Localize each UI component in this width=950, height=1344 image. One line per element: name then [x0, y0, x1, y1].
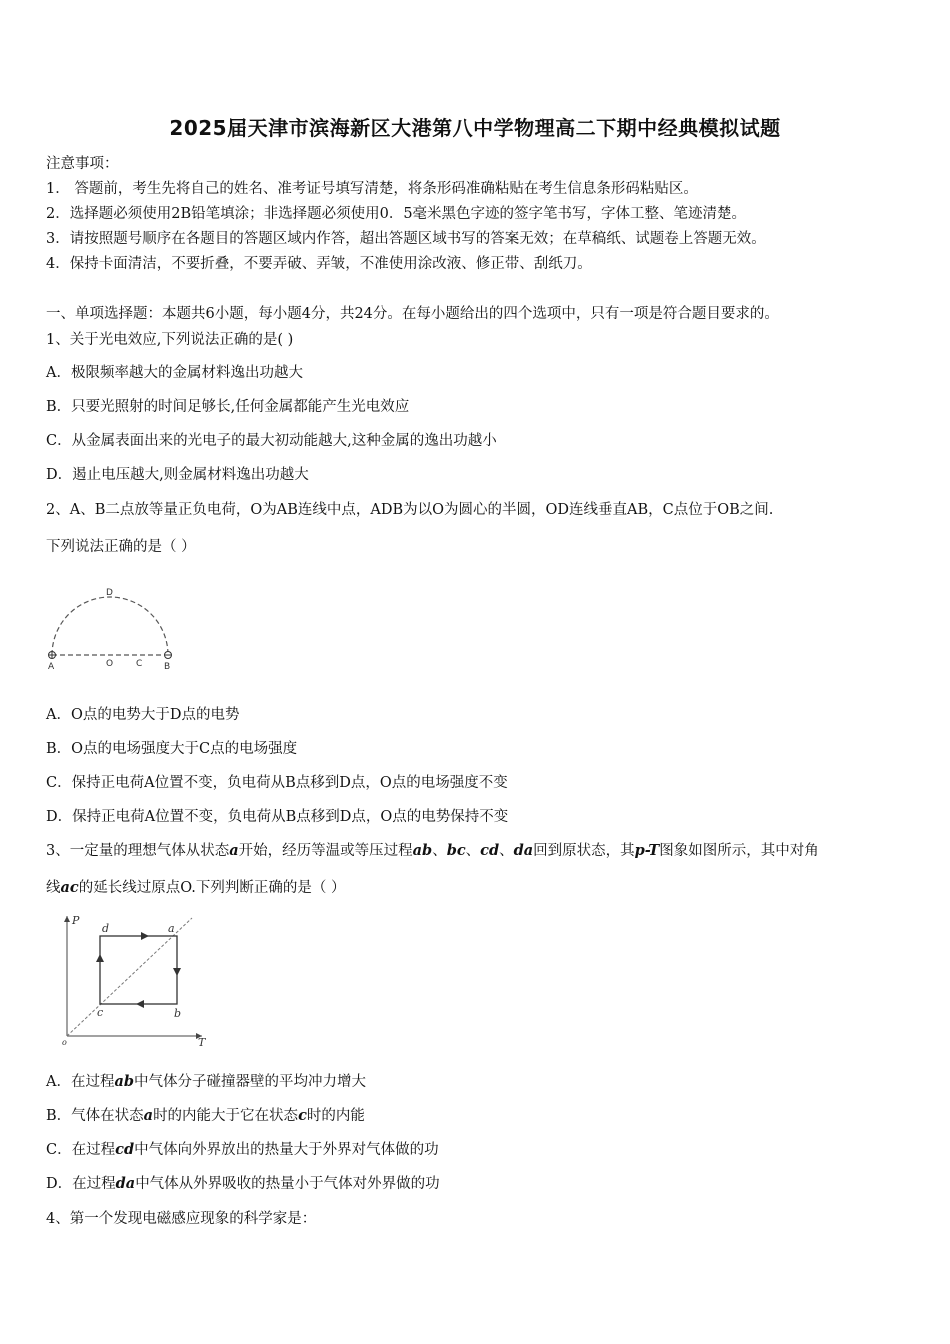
- question-2-stem-cont: 下列说法正确的是（ ）: [46, 539, 196, 555]
- q2-option-b: B．O点的电场强度大于C点的电场强度: [46, 741, 298, 757]
- q3-option-b: [46, 1104, 365, 1125]
- var-pt: p-T: [634, 842, 660, 859]
- var-ab: ab: [412, 842, 433, 859]
- var: a: [143, 1107, 154, 1124]
- var-cd: cd: [480, 842, 500, 859]
- stem-text: 线: [46, 880, 61, 896]
- var-a: a: [229, 842, 239, 859]
- option-text: 中气体向外界放出的热量大于外界对气体做的功: [134, 1142, 439, 1158]
- point-label-b: b: [174, 1007, 182, 1020]
- q2-option-c: C．保持正电荷A位置不变，负电荷从B点移到D点，O点的电场强度不变: [46, 775, 508, 791]
- origin-label: o: [62, 1038, 67, 1047]
- option-text: A．在过程: [46, 1074, 115, 1090]
- option-text: 中气体从外界吸收的热量小于气体对外界做的功: [135, 1176, 440, 1192]
- q1-option-c: C．从金属表面出来的光电子的最大初动能越大,这种金属的逸出功越小: [46, 433, 497, 449]
- label-o: O: [106, 659, 114, 669]
- note-item: 2．选择题必须使用2B铅笔填涂；非选择题必须使用0．5毫米黑色字迹的签字笔书写，字体工整、笔迹清楚。: [46, 206, 747, 222]
- point-label-d: d: [102, 922, 110, 935]
- pt-diagram-figure: [56, 912, 216, 1050]
- q1-option-d: D．遏止电压越大,则金属材料逸出功越大: [46, 467, 309, 483]
- sep: 、: [465, 843, 481, 859]
- q2-option-d: D．保持正电荷A位置不变，负电荷从B点移到D点，O点的电势保持不变: [46, 809, 509, 825]
- label-a: A: [48, 662, 55, 672]
- q1-option-b: B．只要光照射的时间足够长,任何金属都能产生光电效应: [46, 399, 410, 415]
- q3-option-a: [46, 1070, 366, 1091]
- q2-option-a: A．O点的电势大于D点的电势: [46, 707, 240, 723]
- axis-label-t: T: [198, 1036, 206, 1049]
- semicircle-charge-figure: [40, 576, 190, 676]
- var-da: da: [513, 842, 534, 859]
- var: ab: [114, 1073, 135, 1090]
- stem-text: 开始，经历等温或等压过程: [238, 843, 413, 859]
- stem-text: 回到原状态，其: [533, 843, 635, 859]
- option-text: 时的内能: [306, 1108, 365, 1124]
- var-ac: ac: [60, 879, 79, 896]
- point-label-a: a: [168, 922, 175, 935]
- question-3-stem: [46, 839, 819, 860]
- option-text: C．在过程: [46, 1142, 116, 1158]
- question-3-stem-cont: [46, 876, 346, 897]
- section-heading: 一、单项选择题：本题共6小题，每小题4分，共24分。在每小题给出的四个选项中，只有一项是符合题目要求的。: [46, 306, 779, 322]
- label-c: C: [136, 659, 143, 669]
- axis-label-p: P: [72, 914, 80, 927]
- question-1-stem: 1、关于光电效应,下列说法正确的是( ): [46, 332, 294, 348]
- label-b: B: [164, 662, 171, 672]
- note-item: 1． 答题前，考生先将自己的姓名、准考证号填写清楚，将条形码准确粘贴在考生信息条形码粘贴区。: [46, 181, 698, 197]
- q3-option-d: [46, 1172, 440, 1193]
- question-4-stem: 4、第一个发现电磁感应现象的科学家是：: [46, 1211, 317, 1227]
- stem-text: 图象如图所示，其中对角: [659, 843, 819, 859]
- option-text: D．在过程: [46, 1176, 116, 1192]
- option-text: 时的内能大于它在状态: [153, 1108, 299, 1124]
- stem-text: 的延长线过原点O.下列判断正确的是（ ）: [78, 880, 346, 896]
- var: da: [115, 1175, 136, 1192]
- note-item: 4．保持卡面清洁，不要折叠，不要弄破、弄皱，不准使用涂改液、修正带、刮纸刀。: [46, 256, 592, 272]
- var: c: [298, 1107, 307, 1124]
- label-d: D: [106, 588, 113, 598]
- var: cd: [115, 1141, 135, 1158]
- note-item: 3．请按照题号顺序在各题目的答题区域内作答，超出答题区域书写的答案无效；在草稿纸、试题卷上答题无效。: [46, 231, 766, 247]
- q1-option-a: A．极限频率越大的金属材料逸出功越大: [46, 365, 303, 381]
- option-text: B．气体在状态: [46, 1108, 144, 1124]
- var-bc: bc: [446, 842, 466, 859]
- point-label-c: c: [97, 1006, 104, 1019]
- notes-heading: 注意事项：: [46, 156, 119, 172]
- sep: 、: [499, 843, 514, 859]
- sep: 、: [432, 843, 447, 859]
- question-2-stem: 2、A、B二点放等量正负电荷，O为AB连线中点，ADB为以O为圆心的半圆，OD连线垂直AB，C点位于OB之间.: [46, 502, 774, 518]
- page-title: 2025届天津市滨海新区大港第八中学物理高二下期中经典模拟试题: [169, 116, 781, 140]
- q3-option-c: [46, 1138, 439, 1159]
- stem-text: 3、一定量的理想气体从状态: [46, 843, 230, 859]
- option-text: 中气体分子碰撞器壁的平均冲力增大: [134, 1074, 367, 1090]
